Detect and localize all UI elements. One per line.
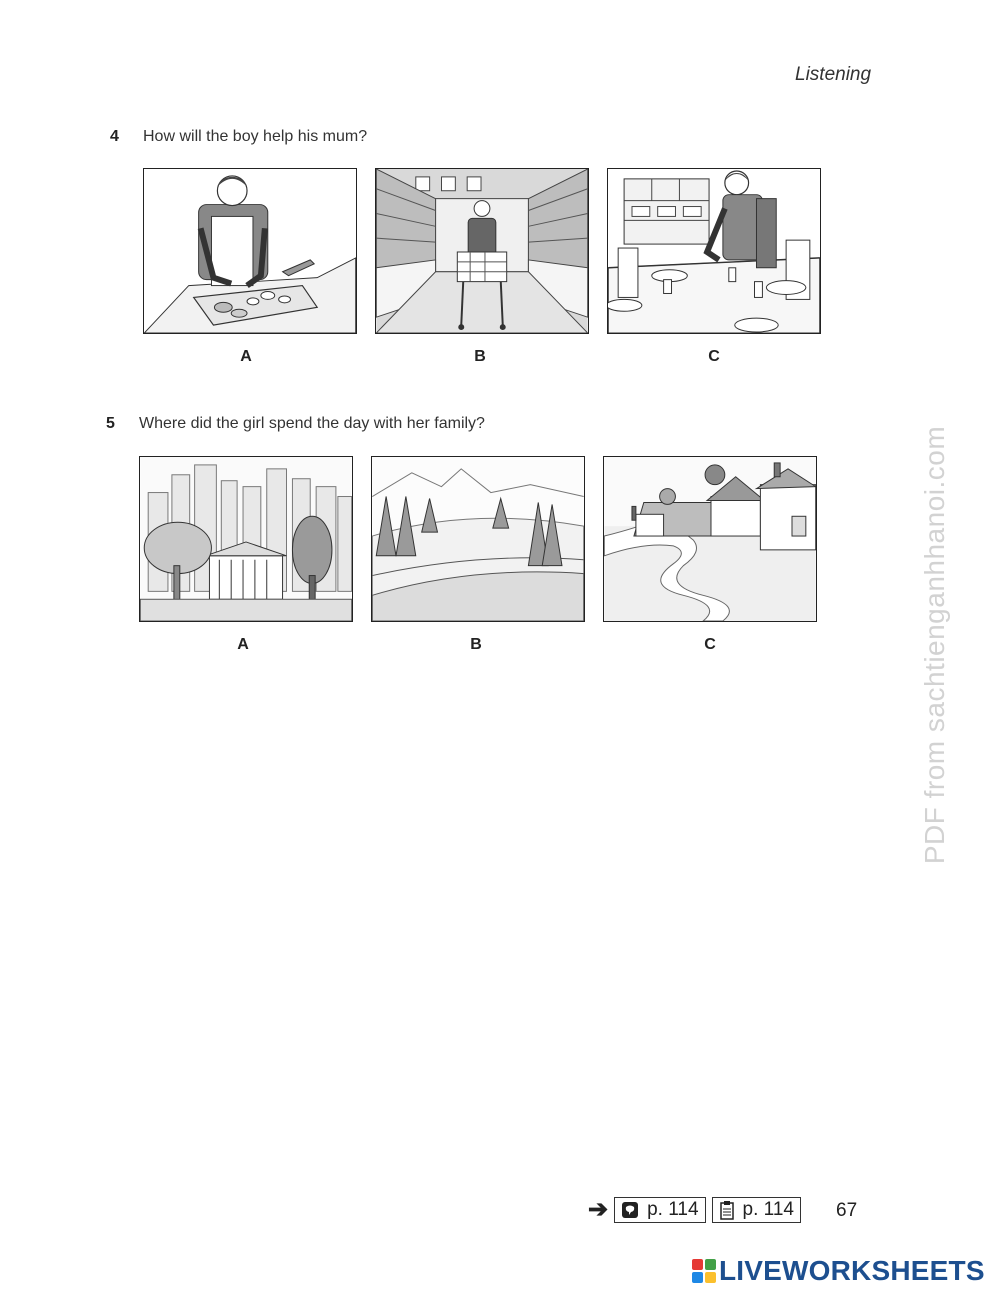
question-4-text: How will the boy help his mum? (143, 128, 368, 145)
section-title: Listening (795, 64, 872, 85)
notepad-icon (719, 1200, 735, 1220)
option-4c-picture[interactable] (607, 168, 821, 334)
option-5c-picture[interactable] (603, 456, 817, 622)
option-4b-label[interactable]: B (474, 348, 486, 365)
option-4a-label[interactable]: A (240, 348, 252, 365)
brand-name: LIVEWORKSHEETS (719, 1255, 985, 1286)
page-references (588, 1197, 801, 1223)
liveworksheets-logo[interactable] (692, 1255, 985, 1287)
question-5-number: 5 (106, 415, 115, 432)
question-5-text: Where did the girl spend the day with her family? (139, 415, 485, 432)
option-5b-label[interactable]: B (470, 636, 482, 653)
page-number: 67 (836, 1200, 858, 1221)
logo-grid-icon (692, 1259, 716, 1283)
option-4b-picture[interactable] (375, 168, 589, 334)
reference-box-1[interactable] (614, 1197, 705, 1223)
option-4c-label[interactable]: C (708, 348, 720, 365)
reference-1-text: p. 114 (647, 1199, 699, 1220)
question-4-number: 4 (110, 128, 119, 145)
reference-box-2[interactable] (712, 1197, 801, 1223)
logo-square-1 (692, 1259, 703, 1270)
option-5b-picture[interactable] (371, 456, 585, 622)
option-5a-picture[interactable] (139, 456, 353, 622)
option-5c-label[interactable]: C (704, 636, 716, 653)
speech-bubble-icon (621, 1201, 639, 1219)
option-5a-label[interactable]: A (237, 636, 249, 653)
arrow-icon: ➔ (588, 1196, 609, 1223)
watermark: PDF from sachtienganhhanoi.com (919, 425, 950, 865)
reference-2-text: p. 114 (742, 1199, 794, 1220)
logo-square-4 (705, 1272, 716, 1283)
option-4a-picture[interactable] (143, 168, 357, 334)
logo-square-2 (705, 1259, 716, 1270)
logo-square-3 (692, 1272, 703, 1283)
